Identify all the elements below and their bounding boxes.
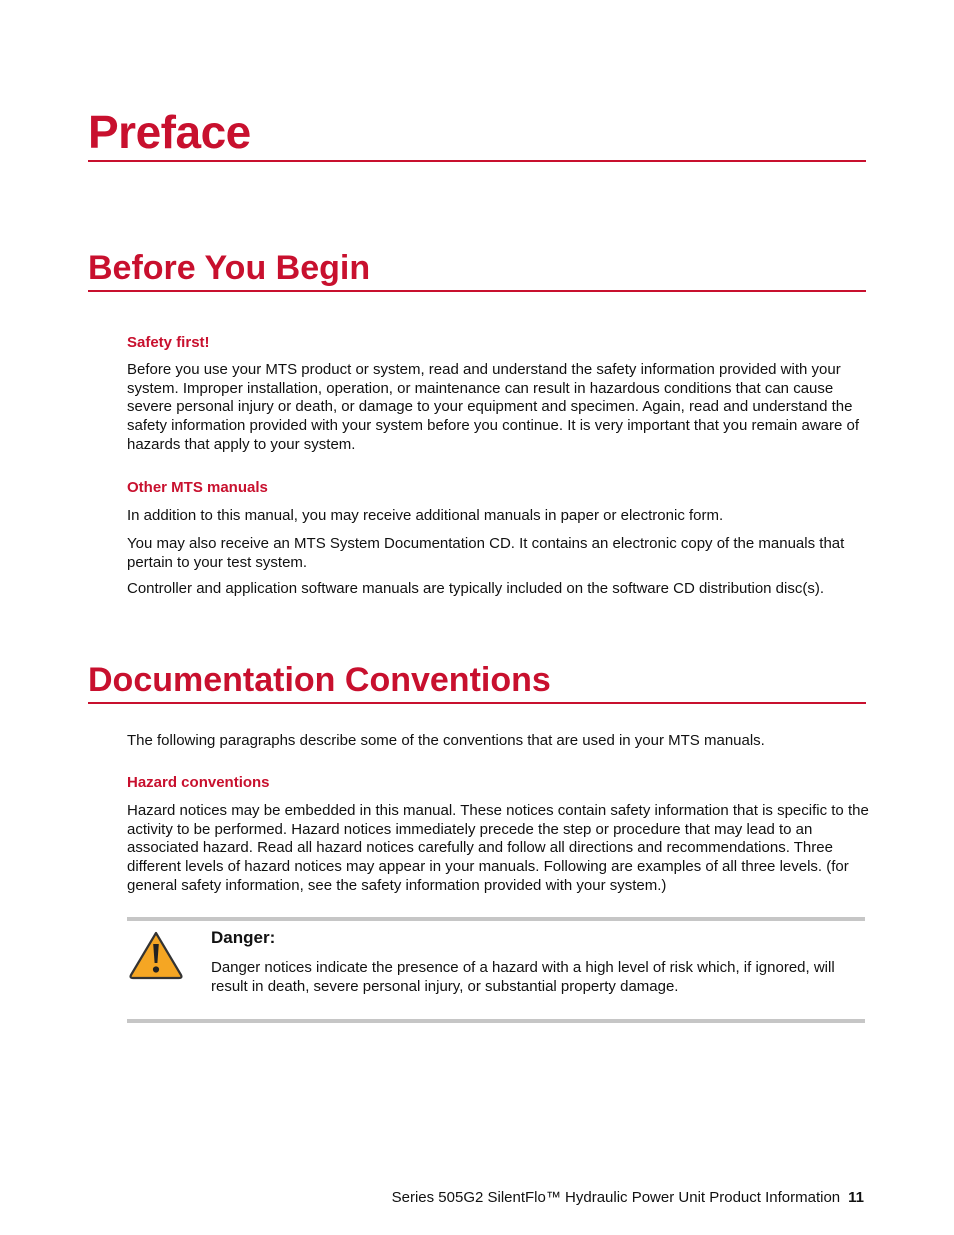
section-title-documentation-conventions: Documentation Conventions xyxy=(88,661,551,699)
warning-triangle-icon xyxy=(127,929,185,981)
footer-document-title: Series 505G2 SilentFlo™ Hydraulic Power Unit Product Information xyxy=(391,1189,841,1206)
danger-notice-title: Danger: xyxy=(211,928,276,947)
other-manuals-paragraph-2: You may also receive an MTS System Documentation CD. It contains an electronic copy of the manuals that pertain to your test system. xyxy=(127,535,845,571)
safety-first-paragraph: Before you use your MTS product or system, read and understand the safety information provided with your system. Improper installation, operation, or maintenance can result in hazardous conditions that can cause severe personal injury or death, or damage to your equipment and specimen. Again, read and understand the safety information provided with your system before you continue. It is very important that you remain aware of hazards that apply to your system. xyxy=(127,361,860,453)
subheading-safety-first: Safety first! xyxy=(127,334,210,351)
danger-notice-bottom-divider xyxy=(127,1019,865,1023)
chapter-title: Preface xyxy=(88,106,251,158)
other-manuals-paragraph-1: In addition to this manual, you may receive additional manuals in paper or electronic form. xyxy=(127,507,724,524)
section-rule-documentation-conventions xyxy=(88,702,866,704)
danger-notice-text: Danger notices indicate the presence of a hazard with a high level of risk which, if ignored, will result in death, severe personal injury, or substantial property damage. xyxy=(211,959,835,995)
conventions-intro-paragraph: The following paragraphs describe some of the conventions that are used in your MTS manuals. xyxy=(127,732,765,749)
section-title-before-you-begin: Before You Begin xyxy=(88,249,371,287)
chapter-title-rule xyxy=(88,160,866,162)
page-footer xyxy=(392,1189,864,1207)
other-manuals-paragraph-3: Controller and application software manuals are typically included on the software CD distribution disc(s). xyxy=(127,580,825,597)
subheading-other-manuals: Other MTS manuals xyxy=(127,479,268,496)
subheading-hazard-conventions: Hazard conventions xyxy=(127,774,270,791)
danger-notice-top-divider xyxy=(127,917,865,921)
footer-page-number: 11 xyxy=(848,1189,864,1206)
hazard-conventions-paragraph: Hazard notices may be embedded in this manual. These notices contain safety information that is specific to the activity to be performed. Hazard notices immediately precede the step or procedure that may lead to an associated hazard. Read all hazard notices carefully and follow all directions and recommendations. Three different levels of hazard notices may appear in your manuals. Following are examples of all three levels. (for general safety information, see the safety information provided with your system.) xyxy=(127,802,869,894)
section-rule-before-you-begin xyxy=(88,290,866,292)
